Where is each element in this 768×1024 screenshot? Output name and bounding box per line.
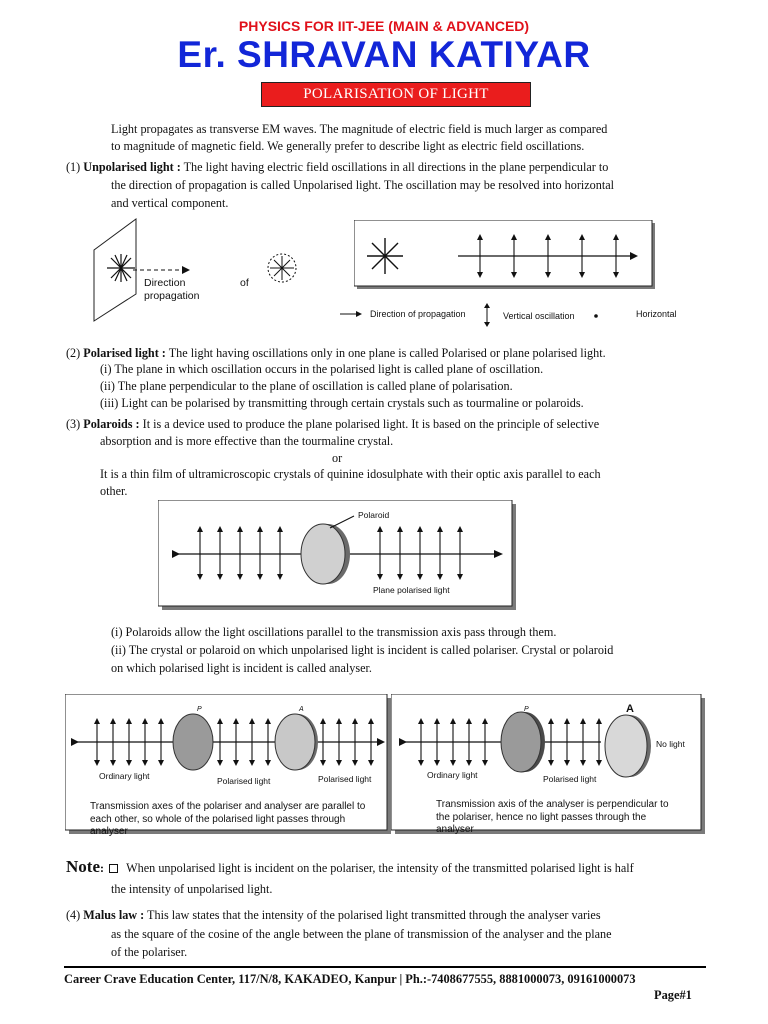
note-line-2: the intensity of unpolarised light.: [111, 882, 273, 896]
polaroids-point-1: (i) Polaroids allow the light oscillations parallel to the transmission axis pass through them.: [111, 625, 557, 639]
parallel-a-label: A: [299, 706, 304, 713]
parallel-caption-1: Transmission axes of the polariser and analyser are parallel to: [90, 801, 366, 812]
crossed-p-label: P: [524, 706, 529, 713]
malus-term: Malus law :: [83, 908, 145, 922]
polaroid-disc: [301, 524, 345, 584]
unpolarised-lead: The light having electric field oscillations in all directions in the plane perpendicular to: [183, 160, 609, 174]
legend-horizontal: Horizontal: [636, 309, 677, 319]
malus-line-1: This law states that the intensity of the polarised light transmitted through the analyser varies: [147, 908, 601, 922]
page-number: Page#1: [654, 988, 692, 1002]
fig1-propagation-label: propagation: [144, 290, 200, 302]
topic-banner: POLARISATION OF LIGHT: [261, 82, 531, 107]
parallel-figure: [65, 694, 393, 836]
polarised-point-1: (i) The plane in which oscillation occurs in the polarised light is called plane of oscillation.: [100, 362, 544, 376]
malus-paragraph: [66, 907, 601, 924]
crossed-caption-2: the polariser, hence no light passes through the: [436, 812, 647, 823]
polarised-point-3: (iii) Light can be polarised by transmitting through certain crystals such as tourmaline or polaroids.: [100, 396, 584, 410]
fig1-of-label: of: [240, 277, 249, 289]
polaroids-line-4: other.: [100, 484, 128, 498]
intro-line-2: to magnitude of magnetic field. We generally prefer to describe light as electric field oscillations.: [111, 139, 585, 153]
author-name: Er. SHRAVAN KATIYAR: [177, 34, 591, 75]
polaroid-label: Polaroid: [358, 510, 390, 520]
polaroids-line-2: absorption and is more effective than the tourmaline crystal.: [100, 434, 394, 448]
footer-text: Career Crave Education Center, 117/N/8, KAKADEO, Kanpur | Ph.:-7408677555, 8881000073, 09161000073: [64, 972, 636, 986]
unpolarised-figure: [86, 216, 342, 322]
crossed-figure: [391, 694, 709, 836]
fig1-direction-label: Direction: [144, 277, 186, 289]
note-paragraph: Note: When unpolarised light is incident on the polariser, the intensity of the transmitted polarised light is half: [66, 857, 634, 876]
polarised-lead: The light having oscillations only in one plane is called Polarised or plane polarised light.: [168, 346, 606, 360]
polaroids-paragraph: [66, 416, 599, 433]
checkbox-icon: [109, 864, 118, 873]
unpolarised-line-3: and vertical component.: [111, 196, 229, 210]
polaroids-point-2: (ii) The crystal or polaroid on which unpolarised light is incident is called polariser. Crystal or polaroid: [111, 643, 614, 657]
polaroid-figure: [158, 500, 518, 612]
polarised-paragraph: [66, 345, 606, 362]
legend-vertical: Vertical oscillation: [503, 311, 575, 321]
polaroids-point-3: on which polarised light is incident is called analyser.: [111, 661, 372, 675]
polarised-term: Polarised light :: [83, 346, 166, 360]
crossed-ordinary-label: Ordinary light: [427, 770, 478, 780]
footer-rule: [64, 966, 706, 968]
parallel-polarised-2: Polarised light: [318, 774, 372, 784]
star-components-icon: [367, 238, 403, 274]
legend-direction: Direction of propagation: [370, 309, 466, 319]
unpolarised-paragraph: [66, 159, 608, 176]
malus-line-2: as the square of the cosine of the angle between the plane of transmission of the analyser and the plane: [111, 927, 612, 941]
parallel-ordinary-label: Ordinary light: [99, 771, 150, 781]
unpolarised-number: (1): [66, 160, 81, 174]
intro-line-1: Light propagates as transverse EM waves. The magnitude of electric field is much larger as compared: [111, 122, 608, 136]
polaroids-line-3: It is a thin film of ultramicroscopic crystals of quinine idosulphate with their optic axis parallel to each: [100, 467, 601, 481]
unpolarised-term: Unpolarised light :: [83, 160, 181, 174]
polaroids-or: or: [332, 451, 343, 465]
parallel-caption-3: analyser: [90, 826, 128, 836]
crossed-nolight-label: No light: [656, 739, 685, 749]
parallel-caption-2: each other, so whole of the polarised light passes through: [90, 814, 346, 825]
polarised-number: (2): [66, 346, 81, 360]
crossed-caption-1: Transmission axis of the analyser is perpendicular to: [436, 799, 669, 810]
parallel-polarised-1: Polarised light: [217, 776, 271, 786]
malus-number: (4): [66, 908, 81, 922]
polaroids-number: (3): [66, 417, 81, 431]
polaroids-lead: It is a device used to produce the plane polarised light. It is based on the principle of selective: [142, 417, 600, 431]
unpolarised-line-2: the direction of propagation is called Unpolarised light. The oscillation may be resolved into horizontal: [111, 178, 615, 192]
crossed-a-label: A: [626, 703, 634, 715]
note-label: Note: [66, 857, 100, 876]
note-line-1: When unpolarised light is incident on the polariser, the intensity of the transmitted polarised light is half: [126, 861, 634, 875]
crossed-polarised-label: Polarised light: [543, 774, 597, 784]
components-figure: [354, 220, 658, 292]
parallel-p-label: P: [197, 706, 202, 713]
crossed-caption-3: analyser: [436, 824, 474, 835]
header-subtitle: PHYSICS FOR IIT-JEE (MAIN & ADVANCED): [238, 18, 530, 34]
legend: [338, 302, 718, 328]
malus-line-3: of the polariser.: [111, 945, 188, 959]
polarised-point-2: (ii) The plane perpendicular to the plane of oscillation is called plane of polarisation.: [100, 379, 513, 393]
star-oscillation-icon: [107, 254, 135, 282]
plane-polarised-label: Plane polarised light: [373, 585, 450, 595]
polaroids-term: Polaroids :: [83, 417, 140, 431]
